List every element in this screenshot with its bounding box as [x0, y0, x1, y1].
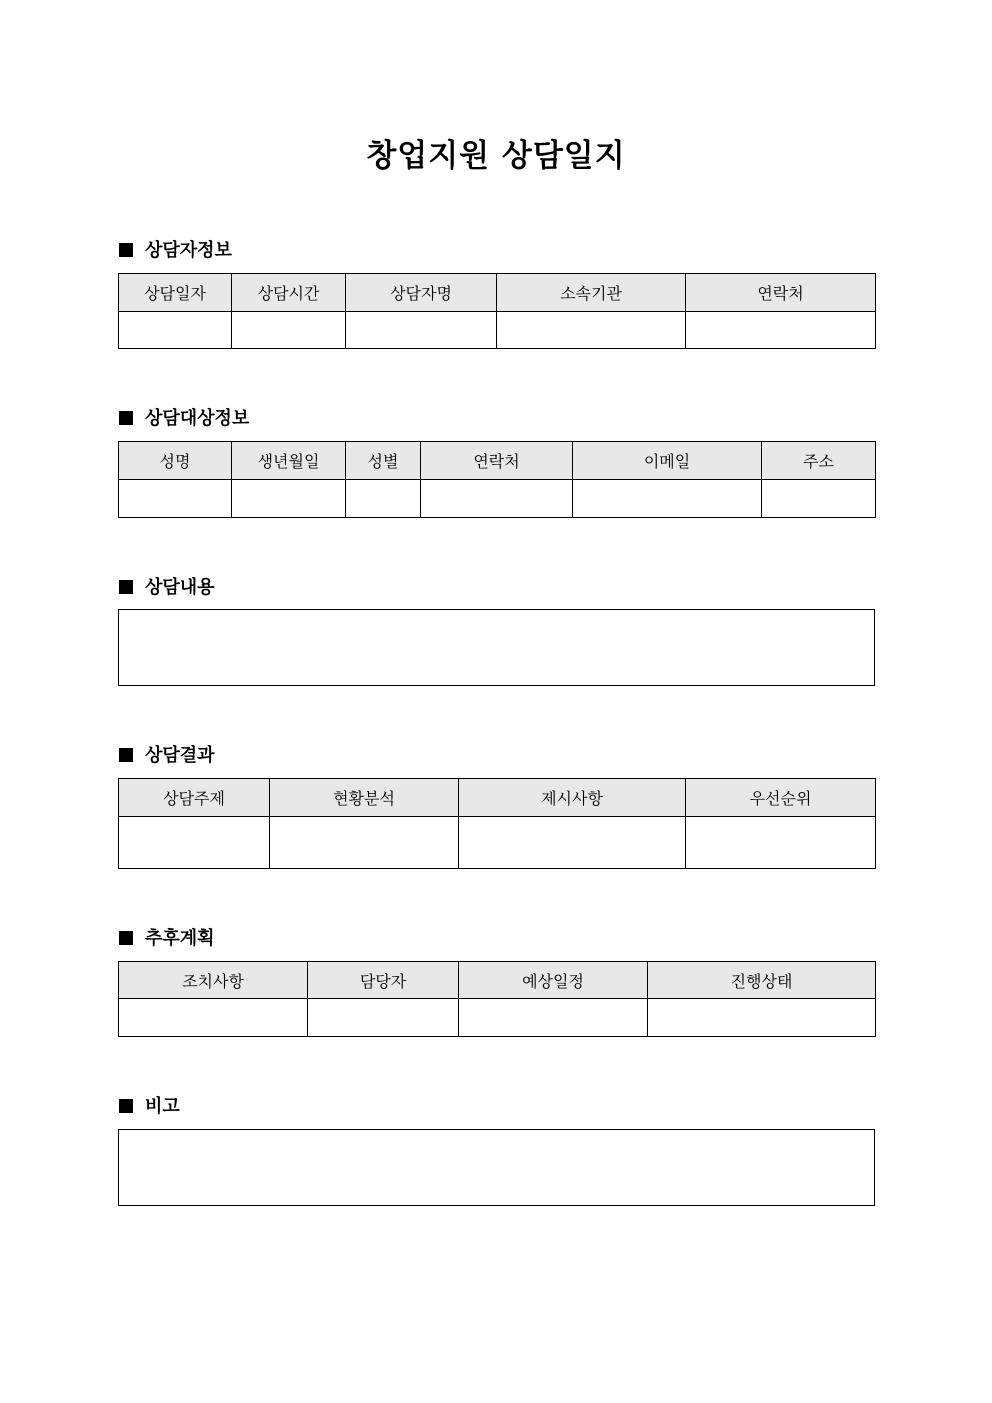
table-row — [119, 312, 876, 349]
counselor-info-table — [118, 273, 876, 349]
column-header: 이메일 — [573, 442, 762, 480]
follow-up-plan-table — [118, 961, 876, 1037]
consultation-result-table — [118, 778, 876, 869]
square-bullet-icon — [119, 931, 133, 945]
remarks-box[interactable] — [118, 1129, 875, 1206]
section-heading-plan — [119, 927, 215, 951]
column-header: 현황분석 — [270, 779, 459, 817]
entry-cell-schedule[interactable] — [459, 999, 648, 1037]
section-heading-label: 상담내용 — [145, 577, 215, 598]
client-info-table — [118, 441, 876, 518]
column-header: 담당자 — [308, 962, 459, 999]
section-heading-label: 비고 — [145, 1096, 180, 1117]
table-row — [119, 817, 876, 869]
column-header: 생년월일 — [232, 442, 346, 480]
consultation-content-box[interactable] — [118, 609, 875, 686]
entry-cell-client-name[interactable] — [119, 480, 232, 518]
column-header: 상담시간 — [232, 274, 346, 312]
entry-cell-analysis[interactable] — [270, 817, 459, 869]
section-heading-remarks — [119, 1095, 180, 1119]
square-bullet-icon — [119, 748, 133, 762]
section-heading-result — [119, 744, 215, 768]
column-header: 우선순위 — [686, 779, 876, 817]
column-header: 상담주제 — [119, 779, 270, 817]
entry-cell-consult-time[interactable] — [232, 312, 346, 349]
column-header: 주소 — [762, 442, 876, 480]
entry-cell-counselor-contact[interactable] — [686, 312, 876, 349]
section-heading-content — [119, 576, 215, 600]
column-header: 예상일정 — [459, 962, 648, 999]
entry-cell-gender[interactable] — [346, 480, 421, 518]
table-header-row — [119, 962, 876, 999]
square-bullet-icon — [119, 1099, 133, 1113]
table-header-row — [119, 442, 876, 480]
section-heading-client — [119, 407, 249, 431]
column-header: 상담일자 — [119, 274, 232, 312]
entry-cell-priority[interactable] — [686, 817, 876, 869]
entry-cell-counselor-name[interactable] — [346, 312, 497, 349]
table-row — [119, 999, 876, 1037]
section-heading-counselor — [119, 239, 232, 263]
column-header: 성별 — [346, 442, 421, 480]
entry-cell-client-contact[interactable] — [421, 480, 573, 518]
entry-cell-birthdate[interactable] — [232, 480, 346, 518]
column-header: 상담자명 — [346, 274, 497, 312]
column-header: 소속기관 — [497, 274, 686, 312]
square-bullet-icon — [119, 243, 133, 257]
entry-cell-topic[interactable] — [119, 817, 270, 869]
entry-cell-organization[interactable] — [497, 312, 686, 349]
column-header: 연락처 — [421, 442, 573, 480]
entry-cell-address[interactable] — [762, 480, 876, 518]
table-header-row — [119, 274, 876, 312]
entry-cell-email[interactable] — [573, 480, 762, 518]
entry-cell-progress[interactable] — [648, 999, 876, 1037]
section-heading-label: 상담대상정보 — [145, 408, 250, 429]
square-bullet-icon — [119, 580, 133, 594]
entry-cell-suggestions[interactable] — [459, 817, 686, 869]
column-header: 연락처 — [686, 274, 876, 312]
square-bullet-icon — [119, 411, 133, 425]
column-header: 성명 — [119, 442, 232, 480]
section-heading-label: 상담결과 — [145, 745, 215, 766]
section-heading-label: 상담자정보 — [145, 240, 232, 261]
entry-cell-action-item[interactable] — [119, 999, 308, 1037]
entry-cell-consult-date[interactable] — [119, 312, 232, 349]
table-row — [119, 480, 876, 518]
page-title: 창업지원 상담일지 — [366, 138, 626, 174]
column-header: 조치사항 — [119, 962, 308, 999]
column-header: 진행상태 — [648, 962, 876, 999]
entry-cell-assignee[interactable] — [308, 999, 459, 1037]
column-header: 제시사항 — [459, 779, 686, 817]
section-heading-label: 추후계획 — [145, 928, 215, 949]
table-header-row — [119, 779, 876, 817]
